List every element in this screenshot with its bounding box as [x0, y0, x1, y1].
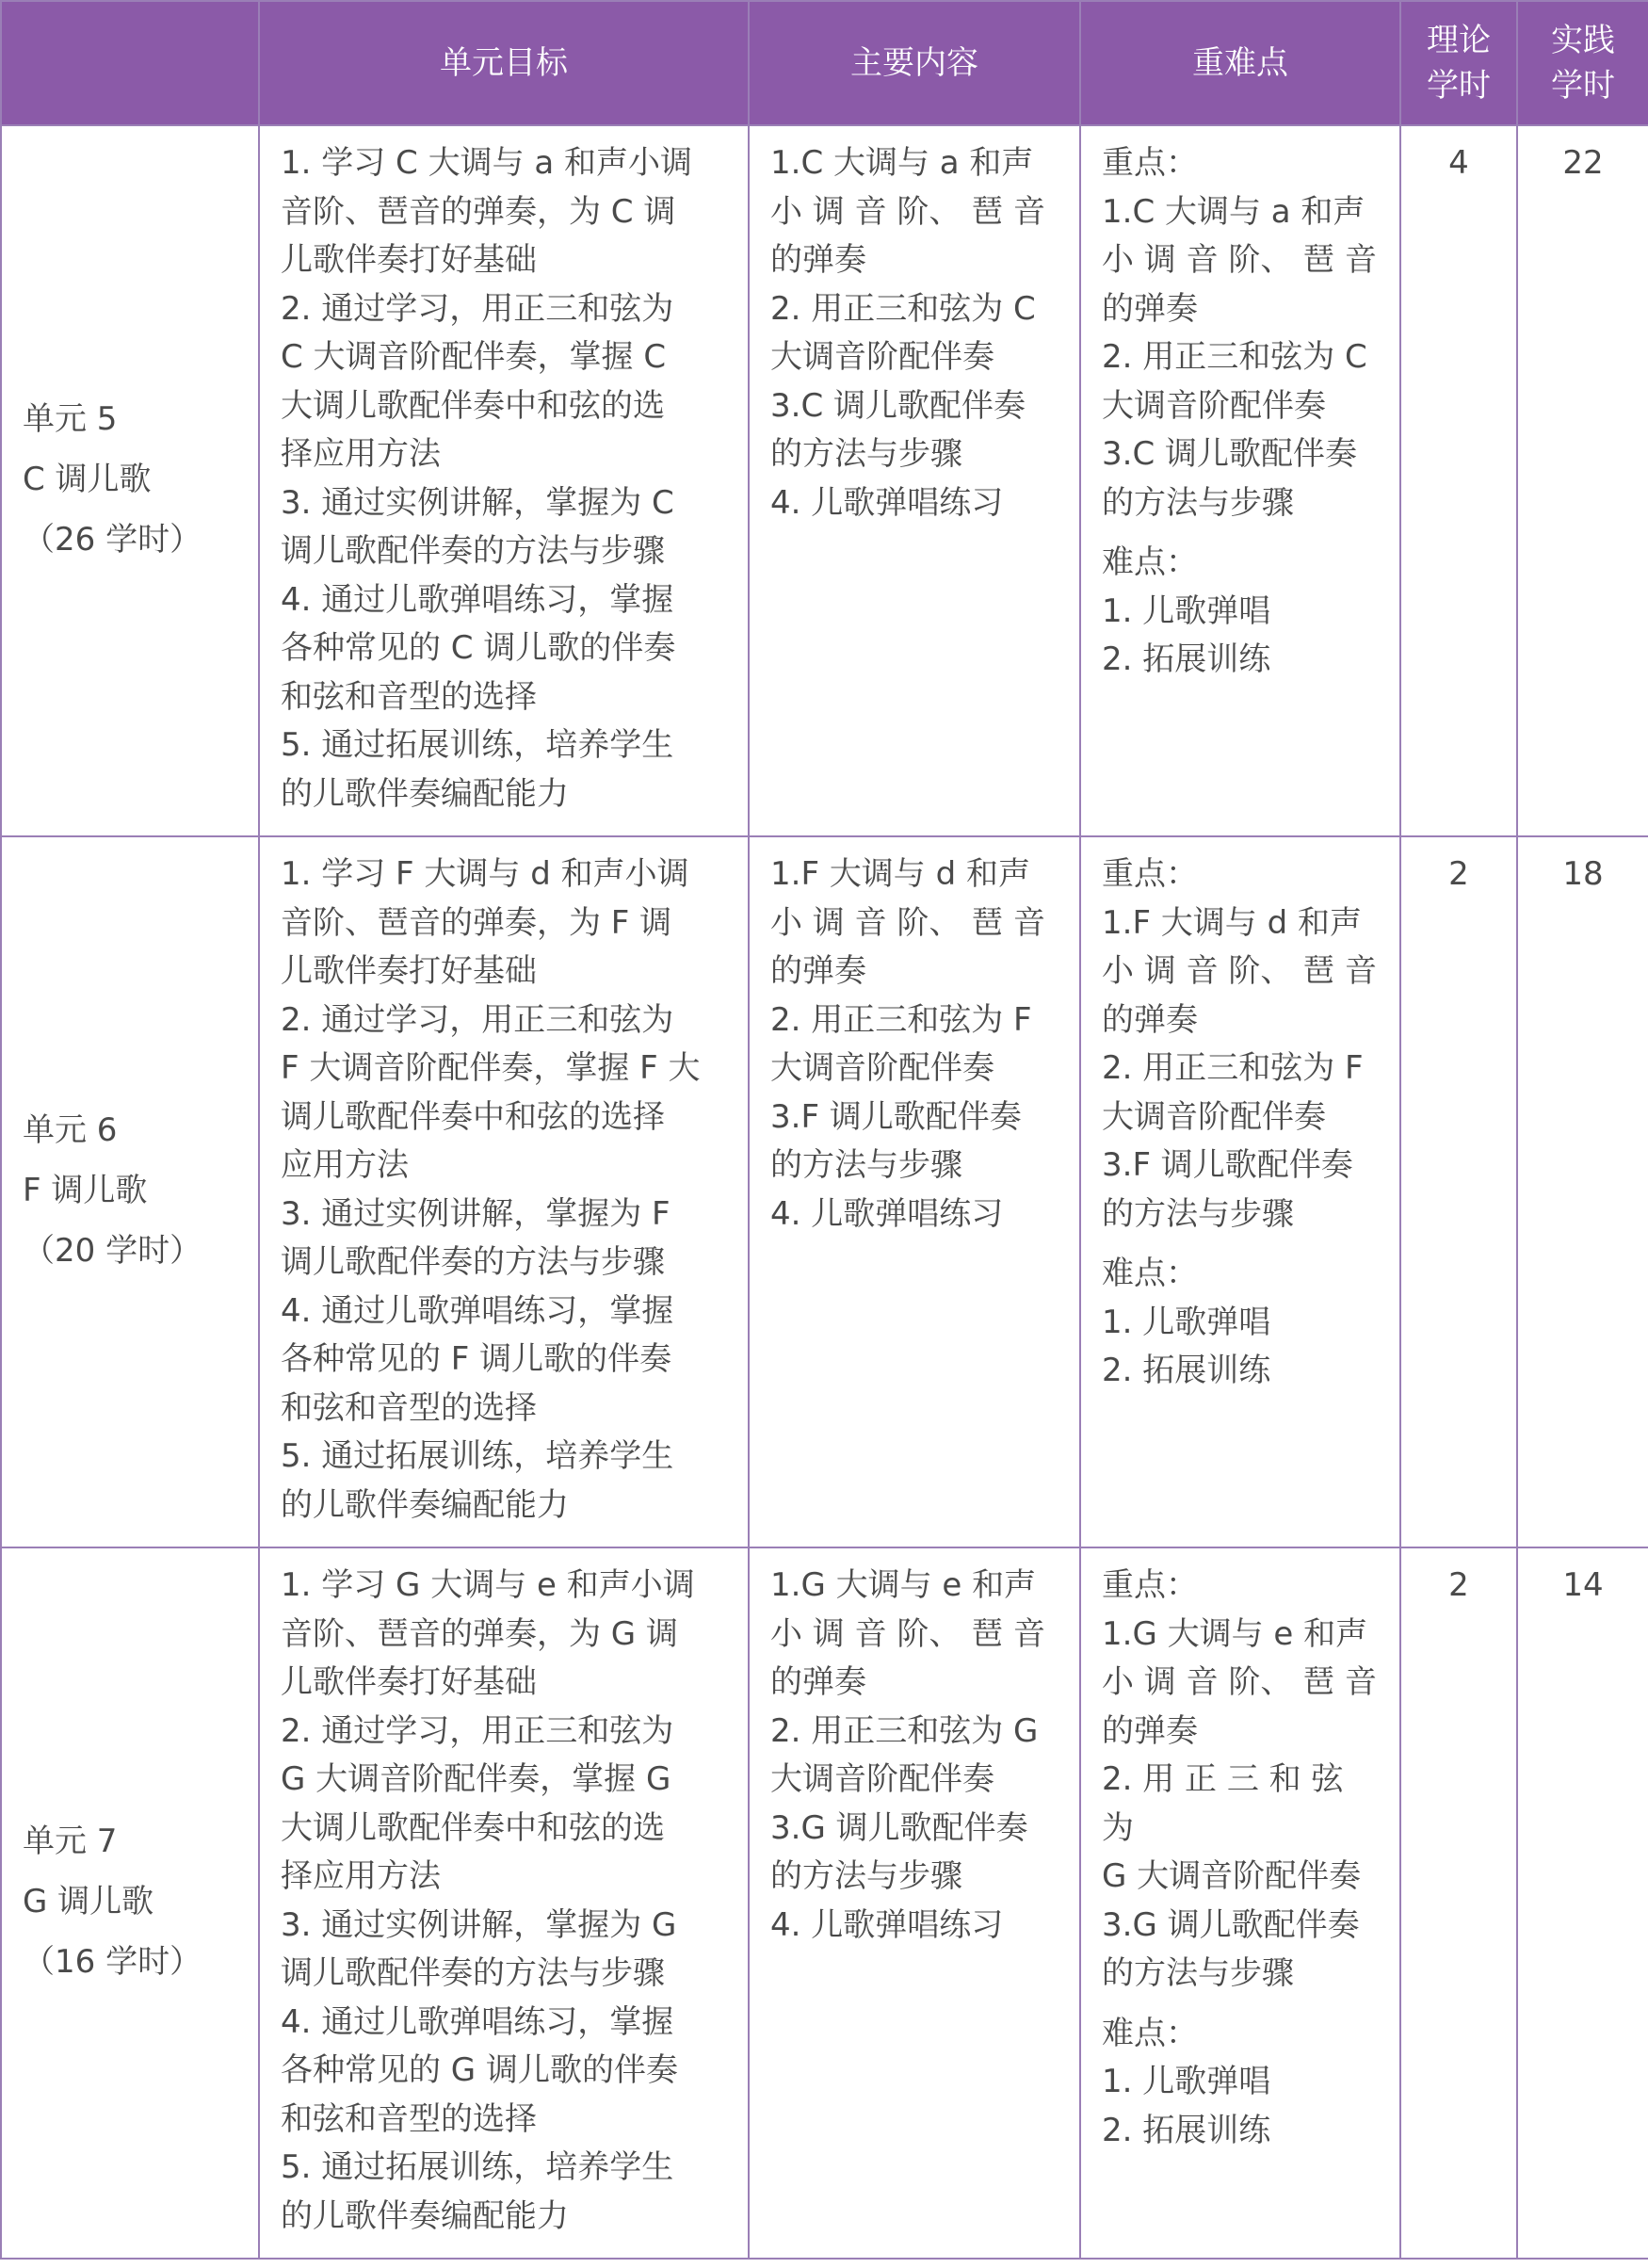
unit-name-cell	[1, 1547, 259, 2259]
key-point-line: 1.F 大调与 d 和声	[1102, 903, 1363, 942]
difficulty-label: 难点：	[1102, 1255, 1198, 1292]
difficulty-line: 2. 拓展训练	[1102, 640, 1271, 678]
key-point-line: 3.C 调儿歌配伴奏	[1102, 435, 1357, 473]
unit-name-line: C 调儿歌	[23, 460, 152, 498]
table-row	[1, 1547, 1648, 2259]
theory-hours-cell: 2	[1400, 1547, 1517, 2259]
key-points-label: 重点：	[1102, 855, 1198, 893]
goals-cell	[259, 1547, 749, 2259]
key-point-line: G 大调音阶配伴奏	[1102, 1857, 1362, 1895]
header-content: 主要内容	[749, 1, 1080, 125]
content-line: 大调音阶配伴奏	[770, 1049, 994, 1087]
goal-line: 5. 通过拓展训练，培养学生	[281, 726, 674, 764]
theory-hours-cell: 4	[1400, 125, 1517, 836]
goal-line: 3. 通过实例讲解，掌握为 C	[281, 483, 674, 522]
header-theory-line: 理论	[1427, 22, 1491, 59]
content-line: 的方法与步骤	[770, 1857, 962, 1895]
goal-line: 调儿歌配伴奏的方法与步骤	[281, 1954, 665, 1992]
goal-line: 大调儿歌配伴奏中和弦的选	[281, 1808, 665, 1847]
goal-line: 音阶、琶音的弹奏，为 F 调	[281, 903, 672, 942]
content-line: 3.C 调儿歌配伴奏	[770, 386, 1026, 425]
goal-line: C 大调音阶配伴奏，掌握 C	[281, 338, 667, 376]
theory-hours-cell: 2	[1400, 836, 1517, 1547]
unit-name-line: 单元 5	[23, 399, 118, 438]
goal-line: 音阶、琶音的弹奏，为 C 调	[281, 192, 676, 231]
goal-line: 1. 学习 C 大调与 a 和声小调	[281, 144, 693, 182]
goal-line: 2. 通过学习，用正三和弦为	[281, 1711, 674, 1750]
key-points-cell	[1080, 836, 1400, 1547]
goal-line: 4. 通过儿歌弹唱练习，掌握	[281, 2002, 674, 2041]
goal-line: 各种常见的 C 调儿歌的伴奏	[281, 629, 676, 667]
key-point-line: 的方法与步骤	[1102, 1194, 1294, 1233]
key-points-cell	[1080, 125, 1400, 836]
goal-line: 音阶、琶音的弹奏，为 G 调	[281, 1614, 678, 1653]
content-line: 2. 用正三和弦为 G	[770, 1711, 1039, 1750]
goal-line: 应用方法	[281, 1146, 409, 1184]
goal-line: 各种常见的 F 调儿歌的伴奏	[281, 1340, 672, 1378]
key-point-line: 的弹奏	[1102, 1711, 1198, 1750]
content-cell	[749, 125, 1080, 836]
key-points-cell	[1080, 1547, 1400, 2259]
content-line: 的弹奏	[770, 241, 866, 279]
key-point-line: 的方法与步骤	[1102, 483, 1294, 522]
content-line: 的弹奏	[770, 1663, 866, 1701]
goal-line: 3. 通过实例讲解，掌握为 F	[281, 1194, 671, 1233]
content-line: 1.C 大调与 a 和声	[770, 144, 1034, 182]
key-point-line: 2. 用 正 三 和 弦 为	[1102, 1760, 1344, 1847]
header-practice-line: 学时	[1551, 67, 1615, 105]
goal-line: 的儿歌伴奏编配能力	[281, 774, 569, 813]
goal-line: 儿歌伴奏打好基础	[281, 241, 537, 279]
unit-name-cell	[1, 836, 259, 1547]
practice-hours-cell: 14	[1517, 1547, 1648, 2259]
header-unit	[1, 1, 259, 125]
content-line: 2. 用正三和弦为 C	[770, 289, 1036, 328]
key-points-label: 重点：	[1102, 1566, 1198, 1604]
content-cell	[749, 1547, 1080, 2259]
practice-hours-cell: 18	[1517, 836, 1648, 1547]
unit-name-line: （26 学时）	[23, 520, 202, 559]
content-line: 1.F 大调与 d 和声	[770, 855, 1031, 893]
content-line: 小 调 音 阶、 琶 音	[770, 1614, 1046, 1653]
content-line: 大调音阶配伴奏	[770, 338, 994, 376]
goal-line: 1. 学习 G 大调与 e 和声小调	[281, 1566, 695, 1604]
key-point-line: 的方法与步骤	[1102, 1954, 1294, 1992]
header-practice-hours	[1517, 1, 1648, 125]
difficulty-label: 难点：	[1102, 2014, 1198, 2052]
key-point-line: 小 调 音 阶、 琶 音	[1102, 1663, 1378, 1701]
content-line: 1.G 大调与 e 和声	[770, 1566, 1037, 1604]
content-line: 3.F 调儿歌配伴奏	[770, 1097, 1022, 1136]
goal-line: 和弦和音型的选择	[281, 677, 537, 716]
key-point-line: 大调音阶配伴奏	[1102, 1097, 1326, 1136]
content-line: 4. 儿歌弹唱练习	[770, 483, 1004, 522]
goal-line: 调儿歌配伴奏中和弦的选择	[281, 1097, 665, 1136]
goal-line: 4. 通过儿歌弹唱练习，掌握	[281, 1291, 674, 1330]
goals-cell	[259, 836, 749, 1547]
goal-line: 择应用方法	[281, 435, 441, 473]
spacer	[1102, 527, 1382, 539]
goals-cell	[259, 125, 749, 836]
key-point-line: 2. 用正三和弦为 C	[1102, 338, 1367, 376]
spacer	[1102, 1239, 1382, 1250]
content-line: 的方法与步骤	[770, 1146, 962, 1184]
content-line: 小 调 音 阶、 琶 音	[770, 903, 1046, 942]
goal-line: G 大调音阶配伴奏，掌握 G	[281, 1760, 671, 1798]
key-point-line: 大调音阶配伴奏	[1102, 386, 1326, 425]
goal-line: 的儿歌伴奏编配能力	[281, 1485, 569, 1524]
unit-name-line: G 调儿歌	[23, 1882, 154, 1920]
goal-line: F 大调音阶配伴奏，掌握 F 大	[281, 1049, 701, 1087]
key-point-line: 1.C 大调与 a 和声	[1102, 192, 1365, 231]
unit-name-line: （20 学时）	[23, 1231, 202, 1270]
practice-hours-cell: 22	[1517, 125, 1648, 836]
content-line: 的弹奏	[770, 952, 866, 990]
goal-line: 2. 通过学习，用正三和弦为	[281, 289, 674, 328]
key-point-line: 3.F 调儿歌配伴奏	[1102, 1146, 1353, 1184]
header-theory-hours	[1400, 1, 1517, 125]
unit-name-cell	[1, 125, 259, 836]
header-row	[1, 1, 1648, 125]
key-point-line: 3.G 调儿歌配伴奏	[1102, 1905, 1360, 1944]
key-point-line: 的弹奏	[1102, 289, 1198, 328]
table-row	[1, 836, 1648, 1547]
goal-line: 各种常见的 G 调儿歌的伴奏	[281, 2051, 678, 2089]
goal-line: 调儿歌配伴奏的方法与步骤	[281, 1243, 665, 1281]
goal-line: 儿歌伴奏打好基础	[281, 952, 537, 990]
unit-name-line: 单元 6	[23, 1110, 118, 1149]
goal-line: 儿歌伴奏打好基础	[281, 1663, 537, 1701]
difficulty-line: 2. 拓展训练	[1102, 1352, 1271, 1389]
content-cell	[749, 836, 1080, 1547]
goal-line: 4. 通过儿歌弹唱练习，掌握	[281, 580, 674, 619]
content-line: 大调音阶配伴奏	[770, 1760, 994, 1798]
table-row	[1, 125, 1648, 836]
unit-name-line: （16 学时）	[23, 1942, 202, 1981]
unit-name-line: F 调儿歌	[23, 1171, 148, 1209]
key-point-line: 的弹奏	[1102, 1000, 1198, 1039]
goal-line: 大调儿歌配伴奏中和弦的选	[281, 386, 665, 425]
content-line: 4. 儿歌弹唱练习	[770, 1194, 1004, 1233]
goal-line: 的儿歌伴奏编配能力	[281, 2196, 569, 2235]
key-points-label: 重点：	[1102, 144, 1198, 182]
key-point-line: 2. 用正三和弦为 F	[1102, 1049, 1364, 1087]
goal-line: 和弦和音型的选择	[281, 1388, 537, 1427]
table-body	[1, 125, 1648, 2259]
difficulty-line: 1. 儿歌弹唱	[1102, 591, 1271, 630]
header-practice-line: 实践	[1551, 22, 1615, 59]
goal-line: 3. 通过实例讲解，掌握为 G	[281, 1905, 677, 1944]
difficulty-line: 1. 儿歌弹唱	[1102, 1303, 1271, 1341]
header-theory-line: 学时	[1427, 67, 1491, 105]
key-point-line: 1.G 大调与 e 和声	[1102, 1614, 1368, 1653]
header-key-points: 重难点	[1080, 1, 1400, 125]
goal-line: 5. 通过拓展训练，培养学生	[281, 1437, 674, 1475]
unit-name-line: 单元 7	[23, 1822, 118, 1860]
content-line: 2. 用正三和弦为 F	[770, 1000, 1032, 1039]
goal-line: 5. 通过拓展训练，培养学生	[281, 2148, 674, 2186]
goal-line: 择应用方法	[281, 1857, 441, 1895]
key-point-line: 小 调 音 阶、 琶 音	[1102, 241, 1378, 279]
difficulty-label: 难点：	[1102, 543, 1198, 581]
content-line: 小 调 音 阶、 琶 音	[770, 192, 1046, 231]
goal-line: 调儿歌配伴奏的方法与步骤	[281, 532, 665, 570]
spacer	[1102, 1999, 1382, 2010]
content-line: 的方法与步骤	[770, 435, 962, 473]
difficulty-line: 1. 儿歌弹唱	[1102, 2063, 1271, 2100]
key-point-line: 小 调 音 阶、 琶 音	[1102, 952, 1378, 990]
goal-line: 2. 通过学习，用正三和弦为	[281, 1000, 674, 1039]
goal-line: 1. 学习 F 大调与 d 和声小调	[281, 855, 689, 893]
content-line: 3.G 调儿歌配伴奏	[770, 1808, 1028, 1847]
goal-line: 和弦和音型的选择	[281, 2099, 537, 2138]
content-line: 4. 儿歌弹唱练习	[770, 1905, 1004, 1944]
header-goals: 单元目标	[259, 1, 749, 125]
difficulty-line: 2. 拓展训练	[1102, 2111, 1271, 2149]
